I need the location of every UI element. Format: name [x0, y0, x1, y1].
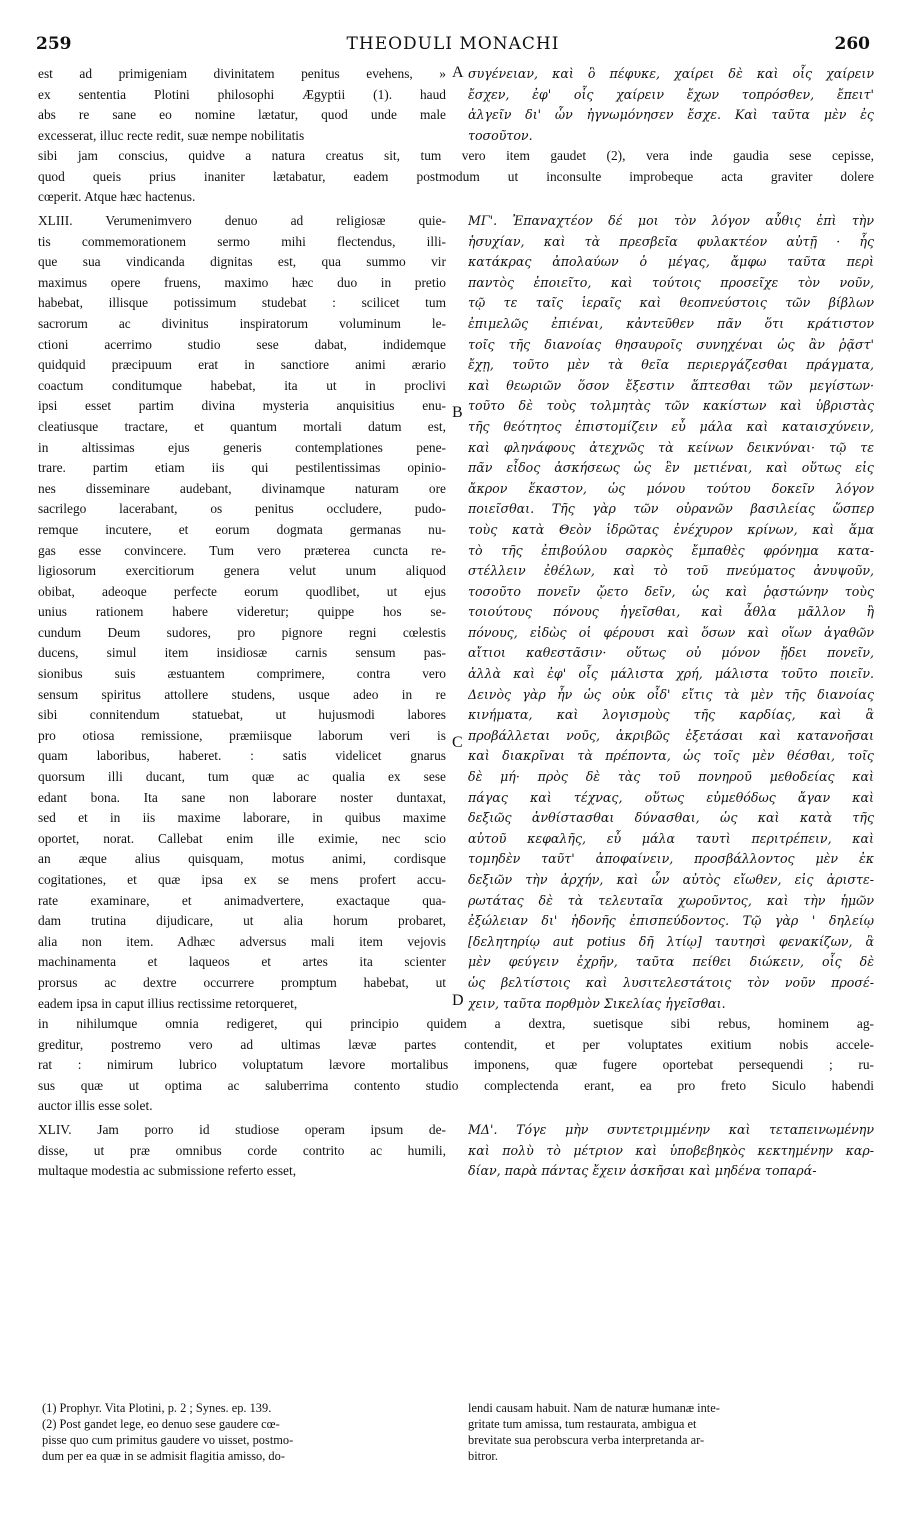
- text-line: τοὺς κατὰ Θεὸν ἱδρῶτας ἐνέχυρον κρίνων, καὶ ἅμα: [468, 521, 874, 537]
- text-line: ἐξώλειαν δι' ἡδονῆς ἐπισπεύδοντος. Τῷ γὰρ ' δηλείῳ: [468, 913, 874, 929]
- text-line: XLIV. Jam porro id studiose operam ipsum de-: [38, 1122, 446, 1137]
- text-line: nes disseminare audebant, divinamque naturam ore: [38, 480, 446, 496]
- text-line: prorsus ac dextre occurrere promptum habebat, ut: [38, 974, 446, 990]
- text-line: ἔχῃ, τοῦτο μὲν τὰ θεῖα περιεργάζεσθαι πράγματα,: [468, 357, 874, 373]
- text-line: ἐπιμελῶς ἐπιέναι, κἀντεῦθεν πᾶν ὅτι κράτιστον: [468, 315, 874, 331]
- text-line: multaque modestia ac submissione referto esset,: [38, 1163, 297, 1179]
- text-line: ipsi esset partim divina mysteria anquisitius enu-: [38, 398, 446, 414]
- text-line: edant bona. Ita sane non laborare noster duntaxat,: [38, 789, 446, 805]
- text-line: τοῖς τῆς διανοίας θησαυροῖς συνηχέναι ὡς ἂν ῥᾷστ': [468, 336, 874, 352]
- text-line: an æque alius quisquam, motus animi, cordisque: [38, 851, 446, 867]
- text-line: in nihilumque omnia redigeret, qui principio quidem a dextra, suetisque sibi rebus, hominem ag-: [38, 1016, 874, 1031]
- text-line: ἀλλὰ καὶ ἐφ' οἷς μάλιστα χρή, μάλιστα τοῦτο ποιεῖν.: [468, 666, 874, 682]
- text-line: ΜΔ'. Τόγε μὴν συντετριμμένην καὶ τεταπεινωμένην: [468, 1122, 874, 1137]
- text-line: gas esse convincere. Tum vero præterea cuncta re-: [38, 542, 446, 558]
- text-line: cleatiusque tractare, et quantum mortali datum est,: [38, 418, 446, 434]
- text-line: eadem ipsa in caput illius rectissime retorqueret,: [38, 995, 298, 1011]
- text-line: quidquid præcipuum erat in sanctiore animi ærario: [38, 357, 446, 373]
- text-line: rat : nimirum lubrico voluptatum lævore mortalibus imponens, quæ fugere oportebat persequendi ; ru-: [38, 1057, 874, 1073]
- running-title: THEODULI MONACHI: [346, 34, 560, 54]
- running-header: [36, 34, 870, 58]
- text-line: pro otiosa remissione, præmiisque laborum veri is: [38, 727, 446, 743]
- text-line: τοσοῦτον.: [468, 127, 533, 143]
- text-line: ex sententia Plotini philosophi Ægyptii (1). haud: [38, 86, 446, 102]
- left-page-number: 259: [36, 34, 72, 54]
- text-line: sed et in iis maxime laborare, in quibus maxime: [38, 810, 446, 826]
- text-line: trare. partim etiam iis qui pestilentissimas opinio-: [38, 460, 446, 476]
- text-line: Δεινὸς γὰρ ἦν ὡς οὐκ οἶδ' εἴτις τὰ μὲν τῆς διανοίας: [468, 686, 874, 702]
- text-line: ἀλγεῖν δι' ὧν ἠγνωμόνησεν ἔσχε. Καὶ ταῦτα μὲν ἐς: [468, 107, 874, 123]
- text-line: remque incutere, et eorum dogmata germanas nu-: [38, 521, 446, 537]
- text-line: πάγας καὶ τέχνας, οὕτως εὐμεθόδως ἄγαν καὶ: [468, 789, 874, 805]
- text-line: excesserat, illuc recte redit, suæ nempe nobilitatis: [38, 127, 305, 143]
- text-line: ligiosorum exercitiorum genera velut unum aliquod: [38, 563, 446, 579]
- latin-column-top: [38, 64, 446, 146]
- text-line: sibi connitendum statuebat, ut hujusmodi labores: [38, 707, 446, 723]
- text-line: καὶ φληνάφους ἀτεχνῶς τὰ κείνων δεικνύναι· τῷ τε: [468, 439, 874, 455]
- text-line: προβάλλεται νοῦς, ἀκριβῶς ἐξετάσαι καὶ κατανοῆσαι: [468, 727, 874, 743]
- margin-marker-d: D: [452, 992, 464, 1009]
- margin-marker-c: C: [452, 734, 463, 751]
- text-line: machinamenta et laqueos et artes ita scienter: [38, 954, 446, 970]
- text-line: greditur, postremo vero ad ultimas lævæ partes contendit, et per voluptates exitium nobis accele-: [38, 1036, 874, 1052]
- latin-full-width-paragraph-2: [38, 1014, 874, 1117]
- text-line: pisse quo cum primitus gaudere vo uisset, postmo-: [42, 1433, 294, 1447]
- text-line: δίαν, παρὰ πάντας ἔχειν ἀσκῆσαι καὶ μηδένα τοπαρά-: [468, 1163, 817, 1179]
- text-line: κινήματα, καὶ λογισμοὺς τῆς καρδίας, καὶ ἃ: [468, 707, 874, 723]
- text-line: bitror.: [468, 1449, 498, 1463]
- text-line: cœperit. Atque hæc hactenus.: [38, 189, 196, 205]
- text-line: τῷ τε ταῖς ἱεραῖς καὶ θεοπνεύστοις τῶν βίβλων: [468, 295, 874, 311]
- text-line: disse, ut præ omnibus corde contrito ac humili,: [38, 1142, 446, 1158]
- latin-full-width-paragraph-1: [38, 146, 874, 208]
- text-line: καὶ θεωριῶν ὅσον ἔξεστιν ἅπτεσθαι τῶν μεγίστων·: [468, 377, 874, 393]
- text-line: in altissimas ejus generis contemplationes pene-: [38, 439, 446, 455]
- text-line: maximus opere fruens, maximo hæc duo in pretio: [38, 274, 446, 290]
- text-line: ὡς βελτίστοις καὶ λυσιτελεστάτοις τὸν νοῦν προσέ-: [468, 974, 874, 990]
- margin-marker-a: A: [452, 64, 464, 81]
- text-line: τὸ τῆς ἐπιβούλου σαρκὸς ἔμπαθὲς φρόνημα κατα-: [468, 542, 874, 558]
- text-line: τῆς θεότητος ἐπιστομίζειν εὖ μάλα καὶ καταισχύνειν,: [468, 418, 874, 434]
- text-line: πόνους, εἰδὼς οἱ φέρουσι καὶ ὅσων καὶ οἵων ἀγαθῶν: [468, 624, 874, 640]
- text-line: quam laboribus, haberet. : satis videlicet gnarus: [38, 748, 446, 764]
- greek-column-top: [468, 64, 874, 146]
- footnotes-left: [42, 1400, 446, 1464]
- text-line: sibi jam conscius, quidve a natura creatus sit, tum vero item gaudet (2), vera inde gaudia sese cepisse,: [38, 148, 874, 163]
- text-line: ποιεῖσθαι. Τῆς γὰρ τῶν οὐρανῶν βασιλείας ὥσπερ: [468, 501, 874, 517]
- text-line: μὲν φεύγειν ἐχρῆν, ταῦτα πείθει διώκειν, οἷς δὲ: [468, 954, 874, 970]
- text-line: dam trutina dijudicare, ut alia horum probaret,: [38, 913, 446, 929]
- text-line: συγένειαν, καὶ ὃ πέφυκε, χαίρει δὲ καὶ οἷς χαίρειν: [468, 66, 874, 81]
- latin-section-43: [38, 211, 446, 1014]
- text-line: παντὸς ἐποιεῖτο, καὶ τούτοις προσεῖχε τὸν νοῦν,: [468, 274, 874, 290]
- text-line: sionibus suis æstuantem comprimere, contra vero: [38, 666, 446, 682]
- text-line: brevitate sua perobscura verba interpretanda ar-: [468, 1433, 705, 1447]
- text-line: sensum spiritus attollere studens, usque adeo in re: [38, 686, 446, 702]
- text-line: δὲ μή· πρὸς δὲ τὰς τοῦ πονηροῦ μεθοδείας καὶ: [468, 769, 874, 785]
- text-line: κατάκρας ἀπολαύων ὁ μέγας, ἄμφω ταῦτα περὶ: [468, 254, 874, 270]
- text-line: τοῦτο δὲ τοὺς τολμητὰς τῶν κακίστων καὶ ὑβριστὰς: [468, 398, 874, 414]
- text-line: tis commemorationem sermo mihi flectendus, illi-: [38, 233, 446, 249]
- text-line: στέλλειν ἐθέλων, καὶ τὸ τοῦ πνεύματος ἀνυψοῦν,: [468, 563, 874, 579]
- text-line: que sua vindicanda dignitas est, qua summo vir: [38, 254, 446, 270]
- margin-marker-b: B: [452, 404, 463, 421]
- text-line: τοσοῦτο πονεῖν ᾤετο δεῖν, ὡς καὶ ῥᾳστώνην τοὺς: [468, 583, 874, 599]
- latin-section-44: [38, 1120, 446, 1182]
- text-line: δεξιῶς ἀνθίστασθαι δύνασθαι, ὡς καὶ κατὰ τῆς: [468, 810, 874, 826]
- text-line: quorsum illi ducant, tum quæ ac qualia ex sese: [38, 769, 446, 785]
- text-line: sacrilego lacerabant, os penitus occludere, pudo-: [38, 501, 446, 517]
- text-line: abs re sane eo nomine lætatur, quod unde male: [38, 107, 446, 123]
- text-line: sacrorum ac divinitus inspiratorum voluminum le-: [38, 315, 446, 331]
- text-line: lendi causam habuit. Nam de naturæ humanæ inte-: [468, 1401, 720, 1415]
- text-line: dum per ea quæ in se admisit flagitia amisso, do-: [42, 1449, 285, 1463]
- text-line: δεξιῶν τὴν ἀρχήν, καὶ ὧν αὐτὸς εἴωθεν, εἰς ἀριστε-: [468, 872, 874, 887]
- text-line: alia non item. Adhæc adversus mali item vejovis: [38, 933, 446, 949]
- text-line: τομηδὲν ταῦτ' ἀποφαίνειν, προσβάλλοντος μὲν ἐκ: [468, 851, 874, 867]
- text-line: ἔσχεν, ἐφ' οἷς χαίρειν ἔχων τοπρόσθεν, ἔπειτ': [468, 86, 874, 102]
- text-line: sus quæ ut optima ac saluberrima contento studio complectenda erant, ea pro freto Siculo habendi: [38, 1077, 874, 1093]
- text-line: ducens, simul item insidiosæ carnis sensum pas-: [38, 645, 446, 661]
- right-page-number: 260: [834, 34, 870, 54]
- text-line: καὶ διακρῖναι τὰ πρέποντα, ὡς τοῖς μὲν θέσθαι, τοῖς: [468, 748, 874, 764]
- text-line: [δελητηρίῳ aut potius δῆ λτίῳ] ταυτησὶ φενακίζων, ἃ: [468, 933, 874, 949]
- text-line: πᾶν εἶδος ἀσκήσεως ὡς ἓν μετιέναι, καὶ οὕτως εἰς: [468, 460, 874, 476]
- greek-section-44: [468, 1120, 874, 1182]
- footnotes-right: [468, 1400, 874, 1464]
- text-line: ctioni acerrimo studio sese dabat, indidemque: [38, 336, 446, 352]
- text-line: ρωτάτας δὲ τὰ τελευταῖα χωροῦντος, καὶ τὴν ἡμῶν: [468, 892, 874, 908]
- text-line: XLIII. Verumenimvero denuo ad religiosæ quie-: [38, 213, 446, 228]
- text-line: χειν, ταῦτα πορθμὸν Σικελίας ἡγεῖσθαι.: [468, 995, 726, 1011]
- text-line: oportet, norat. Callebat enim ille eximie, nec scio: [38, 830, 446, 846]
- text-line: auctor illis esse solet.: [38, 1098, 153, 1114]
- text-line: cogitationes, et quæ ipsa ex se mens profert accu-: [38, 872, 446, 887]
- text-line: αὐτοῦ κεφαλῆς, εὖ μάλα ταυτὶ περιτρέπειν, καὶ: [468, 830, 874, 846]
- text-line: ἄκρον ἕκαστον, ὡς μόνου τούτου δοκεῖν λόγον: [468, 480, 874, 496]
- text-line: unius rationem habere videretur; quippe hos se-: [38, 604, 446, 620]
- text-line: τοιούτους πόνους ἡγεῖσθαι, καὶ ἆθλα μᾶλλον ἢ: [468, 604, 874, 620]
- text-line: ΜΓ'. Ἐπαναχτέον δέ μοι τὸν λόγον αὖθις ἐπὶ τὴν: [468, 213, 874, 228]
- text-line: coactum conditumque habebat, ita ut in proclivi: [38, 377, 446, 393]
- text-line: quod queis prius inaniter lætabatur, eadem postmodum ut inconsulte improbeque acta graviter dolere: [38, 168, 874, 184]
- text-line: (1) Prophyr. Vita Plotini, p. 2 ; Synes. ep. 139.: [42, 1401, 272, 1415]
- text-line: cundum Deum sudores, pro pignore regni cœlestis: [38, 624, 446, 640]
- text-line: rate examinare, et animadvertere, exactaque qua-: [38, 892, 446, 908]
- text-line: ἡσυχίαν, καὶ τὰ πρεσβεῖα φυλακτέον αὐτῇ · ἧς: [468, 233, 874, 249]
- text-line: gritate tum amissa, tum restaurata, ambigua et: [468, 1417, 697, 1431]
- text-line: καὶ πολὺ τὸ μέτριον καὶ ὑποβεβηκὸς κεκτημένην καρ-: [468, 1142, 874, 1158]
- text-line: (2) Post gandet lege, eo denuo sese gaudere cœ-: [42, 1417, 280, 1431]
- greek-section-43: [468, 211, 874, 1014]
- text-line: αἴτιοι καθεστᾶσιν· οὕτως οὐ μόνον ᾔδει πονεῖν,: [468, 645, 874, 661]
- text-line: habebat, illisque potissimum studebat : scilicet tum: [38, 295, 446, 311]
- text-line: obibat, adeoque perfecte eorum quodlibet, ut ejus: [38, 583, 446, 599]
- text-line: est ad primigeniam divinitatem penitus evehens, »: [38, 66, 446, 81]
